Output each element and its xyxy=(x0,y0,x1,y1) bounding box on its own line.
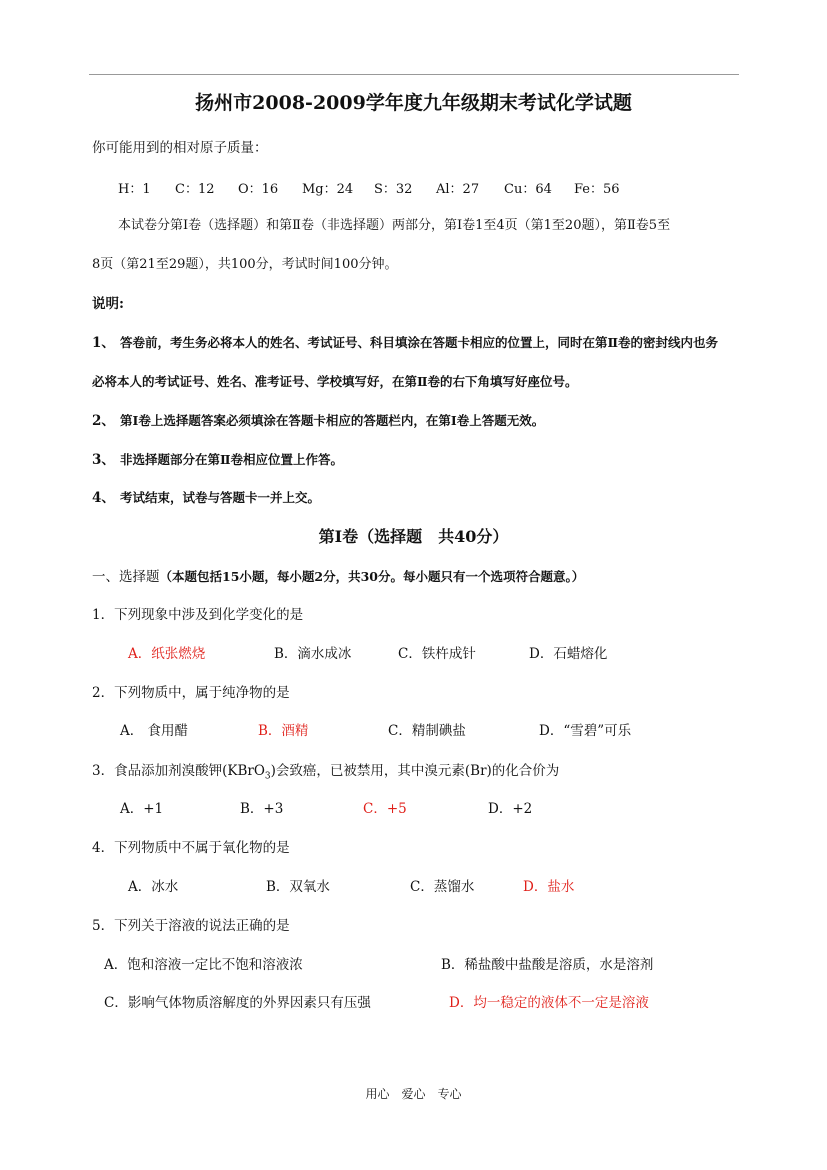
part-heading xyxy=(92,568,584,586)
question-3-option-d: D．+2 xyxy=(488,801,533,817)
question-1-option-a: A．纸张燃烧 xyxy=(128,646,206,662)
atomic-mass-o: O：16 xyxy=(238,182,279,197)
question-3-option-b: B．+3 xyxy=(240,801,284,817)
question-5-option-d: D．均一稳定的液体不一定是溶液 xyxy=(449,995,649,1011)
note-number: 4、 xyxy=(92,490,115,506)
note-number: 1、 xyxy=(92,335,115,351)
question-4-option-d: D．盐水 xyxy=(523,879,575,895)
question-4-stem: 4．下列物质中不属于氧化物的是 xyxy=(92,840,290,856)
note-3: 非选择题部分在第Ⅱ卷相应位置上作答。 xyxy=(120,452,344,467)
atomic-mass-h: H：1 xyxy=(118,182,151,197)
question-2-option-c: C．精制碘盐 xyxy=(388,723,466,739)
page-footer: 用心 爱心 专心 xyxy=(365,1087,462,1101)
atomic-mass-al: Al：27 xyxy=(436,182,480,197)
question-3-option-c: C．+5 xyxy=(363,801,407,817)
question-3-stem-post: )会致癌，已被禁用，其中溴元素(Br)的化合价为 xyxy=(270,763,560,779)
note-1-line-2: 必将本人的考试证号、姓名、准考证号、学校填写好，在第Ⅱ卷的右下角填写好座位号。 xyxy=(92,374,578,389)
intro-line-2: 8页（第21至29题），共100分，考试时间100分钟。 xyxy=(92,257,398,272)
question-1-option-b: B．滴水成冰 xyxy=(274,646,352,662)
atomic-mass-mg: Mg：24 xyxy=(302,182,354,197)
question-2-option-b: B．酒精 xyxy=(258,723,309,739)
question-3-stem xyxy=(92,762,559,786)
section-title: 第Ⅰ卷（选择题 共40分） xyxy=(318,527,509,546)
atomic-mass-cu: Cu：64 xyxy=(504,182,552,197)
question-2-option-a: A． 食用醋 xyxy=(120,723,189,739)
question-5-option-a: A．饱和溶液一定比不饱和溶液浓 xyxy=(104,957,303,973)
notes-label: 说明: xyxy=(92,296,124,312)
question-3-option-a: A．+1 xyxy=(120,801,164,817)
question-5-stem: 5．下列关于溶液的说法正确的是 xyxy=(92,918,290,934)
question-4-option-b: B．双氧水 xyxy=(266,879,330,895)
note-2: 第Ⅰ卷上选择题答案必须填涂在答题卡相应的答题栏内，在第Ⅰ卷上答题无效。 xyxy=(120,413,545,428)
note-number: 3、 xyxy=(92,452,115,468)
atomic-mass-label: 你可能用到的相对原子质量： xyxy=(92,140,268,156)
intro-line-1: 本试卷分第Ⅰ卷（选择题）和第Ⅱ卷（非选择题）两部分，第Ⅰ卷1至4页（第1至20题），第Ⅱ卷5至 xyxy=(118,218,671,233)
question-1-stem: 1．下列现象中涉及到化学变化的是 xyxy=(92,607,304,623)
note-4: 考试结束，试卷与答题卡一并上交。 xyxy=(120,490,321,505)
atomic-mass-s: S：32 xyxy=(374,182,413,197)
question-4-option-c: C．蒸馏水 xyxy=(410,879,475,895)
part-heading-prefix: 一、选择题 xyxy=(92,569,160,585)
atomic-mass-c: C：12 xyxy=(175,182,215,197)
question-4-option-a: A．冰水 xyxy=(128,879,179,895)
question-1-option-c: C．铁杵成针 xyxy=(398,646,476,662)
note-1-line-1: 答卷前，考生务必将本人的姓名、考试证号、科目填涂在答题卡相应的位置上，同时在第Ⅱ卷的密封线内也务 xyxy=(120,335,719,350)
question-2-option-d: D．“雪碧”可乐 xyxy=(539,723,632,739)
question-5-option-c: C．影响气体物质溶解度的外界因素只有压强 xyxy=(104,995,371,1011)
question-2-stem: 2．下列物质中，属于纯净物的是 xyxy=(92,685,290,701)
question-3-stem-pre: 3．食品添加剂溴酸钾(KBrO xyxy=(92,763,265,779)
note-number: 2、 xyxy=(92,413,115,429)
page-title: 扬州市2008-2009学年度九年级期末考试化学试题 xyxy=(195,92,632,114)
part-heading-rest: （本题包括15小题，每小题2分，共30分。每小题只有一个选项符合题意。） xyxy=(159,569,585,584)
question-3-stem-sub: 3 xyxy=(264,771,271,782)
atomic-mass-fe: Fe：56 xyxy=(574,182,620,197)
question-1-option-d: D．石蜡熔化 xyxy=(529,646,608,662)
question-5-option-b: B．稀盐酸中盐酸是溶质，水是溶剂 xyxy=(441,957,654,973)
header-rule xyxy=(89,74,739,75)
